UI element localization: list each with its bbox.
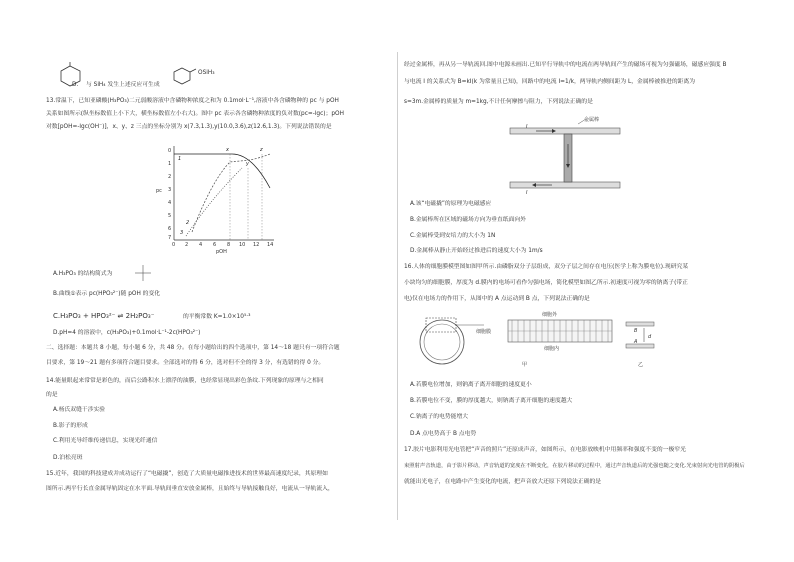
q16-option-c: C.钠离子的电势能增大 [410, 414, 469, 420]
opt-d-text: 与 SiH₄ 发生上述反应可生成 [86, 82, 160, 88]
q15-line1: 15.近年，我国的科技建成并成功运行了“电磁撬”，创造了大质量电磁推进技术的世界最高速度纪录，其原理如 [46, 471, 328, 477]
cell-membrane-label: 细胞膜 [476, 329, 492, 335]
y-tick-5: 5 [168, 213, 172, 219]
q13-line2: 关系如图所示(纵坐标数值上小下大，横坐标数值左小右大)。图中 pc 表示各含磷物种浓度的负对数(pc=-lgc)；pOH [46, 111, 344, 117]
point-b-label: B [634, 328, 638, 334]
x-tick-12: 12 [253, 242, 260, 248]
q16-option-d: D.A 点电势高于 B 点电势 [410, 431, 477, 437]
curve-3-label: 3 [180, 230, 184, 236]
q14-option-b: B.影子的形成 [53, 423, 88, 429]
q15-option-c: C.金属棒受到安培力的大小为 1N [410, 233, 496, 239]
x-axis-title: pOH [216, 249, 227, 255]
q13-line3: 对数[pOH=-lgc(OH⁻)]，x、y、z 三点的坐标分别为 x(7.3,1.3),y(10.0,3.6),z(12.6,1.3)。下列说法错误的是 [46, 124, 332, 130]
x-tick-14: 14 [267, 242, 274, 248]
q14-line1: 14.能量眼起来常常是彩色的，而后公路积水上漂浮的油膜，也经常显现出彩色条纹.下列现象的原理与之相同 [46, 378, 324, 384]
y-tick-1: 1 [168, 161, 172, 167]
x-tick-2: 2 [185, 242, 189, 248]
y-tick-4: 4 [168, 200, 172, 206]
x-tick-10: 10 [239, 242, 246, 248]
rails-figure [506, 114, 626, 196]
q15-option-b: B.金属棒所在区域的磁场方向为垂直纸面向外 [410, 217, 526, 223]
q16-line3: 电)仅在电场力的作用下，从图中的 A 点运动到 B 点，下列说法正确的是 [404, 296, 590, 302]
point-y-label: y [246, 161, 249, 167]
cell-inside-label: 细胞内 [544, 346, 560, 352]
column-divider [397, 52, 398, 520]
y-tick-0: 0 [168, 148, 172, 154]
q13-option-b: B.曲线①表示 pc(HPO₃²⁻)随 pOH 的变化 [53, 291, 161, 297]
x-tick-4: 4 [199, 242, 203, 248]
q15-line2: 图所示.两平行长直金属导轨固定在水平面.导轨间垂直安放金属棒，且始终与导轨接触良好，电流从一导轨流入， [46, 486, 334, 492]
point-x-label: x [226, 147, 229, 153]
section2-line2: 目要求，第 19～21 题有多项符合题目要求。全部选对的得 6 分，选对但不全的得 3 分，有选错的得 0 分。 [46, 360, 325, 366]
q14-option-a: A.杨氏双缝干涉实验 [53, 407, 106, 413]
q13-option-a: A.H₃PO₃ 的结构简式为 [53, 271, 113, 277]
q15-option-d: D.金属棒从静止开始经过推进后的速度大小为 1m/s [410, 248, 543, 254]
metal-rod-label: 金属棒 [584, 117, 600, 123]
q16-option-a: A.若膜电位增加，则钠离子离开细胞的速度更小 [410, 382, 532, 388]
y-tick-6: 6 [168, 226, 172, 232]
cell-outside-label: 细胞外 [542, 312, 558, 318]
q16-line1: 16.人体的细胞膜模型图如图甲所示.由磷脂双分子层组成，双分子层之间存在电压(医学上称为膜电位).现研究某 [404, 264, 689, 270]
point-z-label: z [260, 147, 263, 153]
curve-2 [192, 154, 270, 232]
current-label-bottom: I [526, 190, 528, 196]
opt-d-prefix: D. [72, 82, 79, 88]
y-tick-3: 3 [168, 187, 172, 193]
q13-option-d: D.pH=4 的溶液中，c(H₃PO₃)+0.1mol·L⁻¹-2c(HPO₃²⁻) [53, 330, 201, 336]
cell-membrane-figure [412, 308, 662, 372]
q15-cont-line1: 经过金属棒，再从另一导轨流回.图中电源未画出.已知平行导轨中的电流在两导轨间产生的磁场可视为匀强磁场，磁感应强度 B [404, 62, 727, 68]
curve-2-label: 2 [186, 220, 190, 226]
current-label-top: I [526, 124, 528, 130]
curve-3 [186, 168, 242, 236]
q17-line1: 17.胶片电影利用光电管把“声音的照片”还原成声音，如图所示，在电影放映机中用频率和强度不变的一极窄光 [404, 447, 686, 453]
point-a-label: A [634, 339, 638, 345]
figure-caption-a: 甲 [522, 362, 528, 368]
y-tick-2: 2 [168, 174, 172, 180]
q14-line2: 的是 [46, 392, 58, 398]
q17-line2: 束照射声音轨道，由于影片移动，声音轨道的宽度在不断变化，在胶片移动的过程中，通过声音轨道后的光强也随之变化.光束射向光电管的阴极后 [404, 463, 745, 469]
q15-cont-line3: s=3m.金属棒的质量为 m=1kg,不计任何摩擦与阻力，下列说法正确的是 [404, 99, 593, 105]
section2-line1: 二、选择题：本题共 8 小题，每小题 6 分，共 48 分。在每小题给出的四个选项中，第 14～18 题只有一项符合题 [46, 345, 340, 351]
q15-cont-line2: 与电流 I 的关系式为 B=kI(k 为常量且已知)，回路中的电流 I=1/k，两导轨内侧间距为 L，金属棒被推进的距离为 [404, 79, 696, 85]
q13-option-c-constant: 的平衡常数 K=1.0×10⁵·³ [183, 314, 251, 320]
pc-poh-chart [152, 140, 282, 260]
figure-caption-b: 乙 [638, 362, 644, 368]
h3po3-structure-icon [130, 262, 156, 284]
q15-option-a: A.该“电磁撬”的原理为电磁感应 [410, 201, 492, 207]
q16-option-b: B.若膜电位不变，膜的厚度越大，则钠离子离开细胞的速度越大 [410, 398, 573, 404]
q17-line3: 就能出光电子，在电路中产生变化的电流，把声音放大还原下列说法正确的是 [404, 479, 602, 485]
curve-1-label: 1 [178, 156, 182, 162]
x-tick-6: 6 [213, 242, 217, 248]
y-tick-7: 7 [168, 235, 172, 241]
x-tick-8: 8 [227, 242, 231, 248]
opt-d-product: OSiH₃ [198, 70, 215, 76]
x-tick-0: 0 [172, 242, 176, 248]
thickness-label: d [648, 334, 652, 340]
q13-line1: 13.常温下，已知亚磷酸(H₃PO₃)二元弱酸溶液中含磷物种浓度之和为 0.1mol·L⁻¹,溶液中各含磷物种的 pc 与 pOH [46, 98, 339, 104]
y-axis-title: pc [156, 188, 162, 194]
q14-option-d: D.泊松亮斑 [53, 455, 83, 461]
q16-line2: 小块均匀的细胞膜，厚度为 d.膜内的电场可看作匀强电场，简化模型如图乙所示.初速度可视为零的钠离子(带正 [404, 280, 688, 286]
q13-option-c-equation: C.H₃PO₃ + HPO₃²⁻ ⇌ 2H₂PO₃⁻ [53, 312, 155, 320]
q14-option-c: C.利用光导纤维传递信息，实现光纤通信 [53, 438, 158, 444]
